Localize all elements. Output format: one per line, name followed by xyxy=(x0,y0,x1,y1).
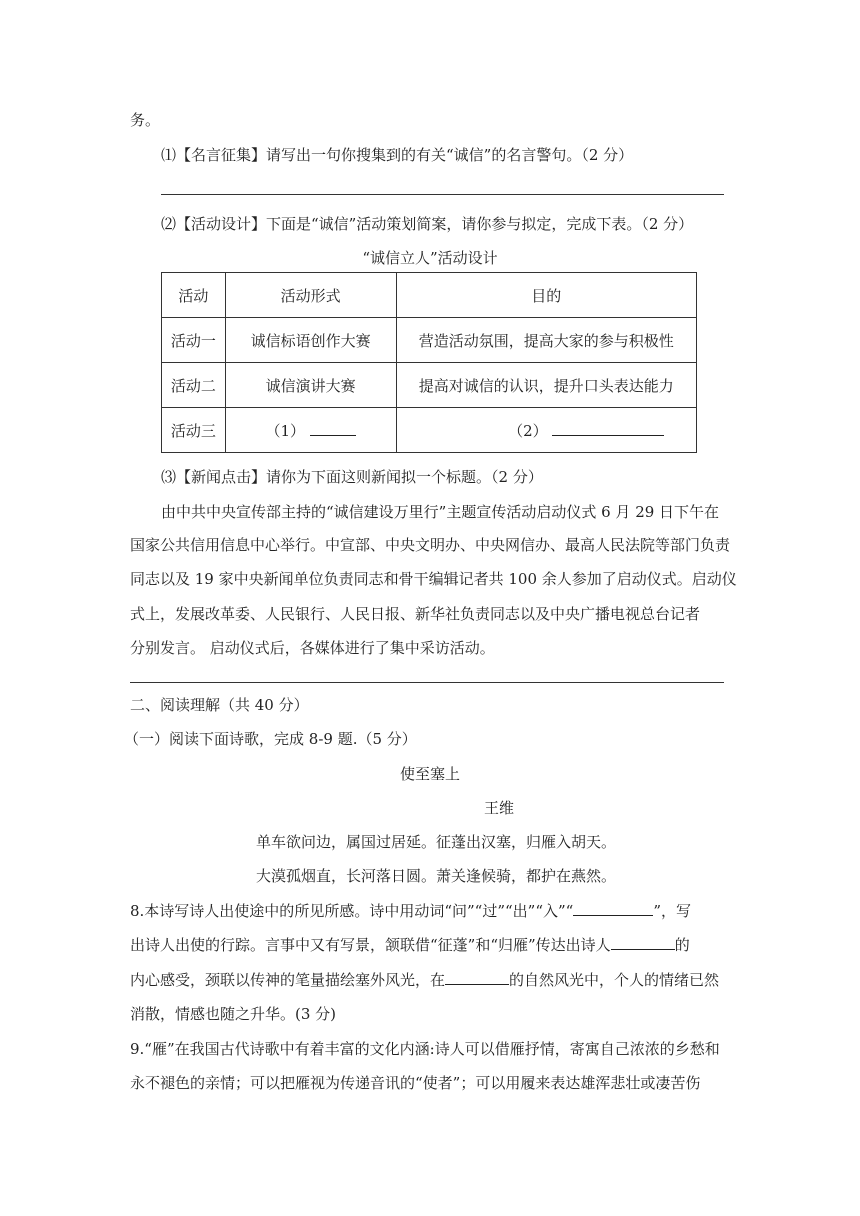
answer-line-2[interactable] xyxy=(130,682,724,683)
q8-text-d: 的 xyxy=(674,936,690,954)
subsection-1-heading: （一）阅读下面诗歌，完成 8-9 题.（5 分） xyxy=(124,730,417,748)
blank-1-line[interactable] xyxy=(310,421,356,436)
question-8-line-3 xyxy=(130,970,719,990)
question-8-line-4: 消散，情感也随之升华。(3 分) xyxy=(130,1005,337,1023)
cell-purpose: 营造活动氛围，提高大家的参与积极性 xyxy=(396,318,697,363)
news-line-1: 由中共中央宣传部主持的“诚信建设万里行”主题宣传活动启动仪式 6 月 29 日下午在 xyxy=(161,503,720,521)
cell-form-blank xyxy=(225,408,396,453)
blank-1-label: （1） xyxy=(265,421,306,440)
header-purpose: 目的 xyxy=(396,273,697,318)
q8-text-a: 8.本诗写诗人出使途中的所见所感。诗中用动词“问”“过”“出”“入”“ xyxy=(130,902,574,920)
question-1: ⑴【名言征集】请写出一句你搜集到的有关“诚信”的名言警句。（2 分） xyxy=(161,146,634,164)
cell-form: 诚信标语创作大赛 xyxy=(225,318,396,363)
news-line-2: 国家公共信用信息中心举行。中宣部、中央文明办、中央网信办、最高人民法院等部门负责 xyxy=(130,536,731,554)
blank-2-label: （2） xyxy=(508,421,548,440)
header-activity: 活动 xyxy=(162,273,226,318)
table-title: “诚信立人”活动设计 xyxy=(362,249,498,267)
q8-text-b: ”，写 xyxy=(653,902,692,920)
q8-blank-1[interactable] xyxy=(573,901,653,916)
q8-text-e: 内心感受，颈联以传神的笔量描绘塞外风光，在 xyxy=(130,971,446,989)
cell-purpose-blank xyxy=(396,408,697,453)
table-row xyxy=(162,363,697,408)
news-line-4: 式上，发展改革委、人民银行、人民日报、新华社负责同志以及中央广播电视总台记者 xyxy=(130,605,701,623)
cell-activity: 活动三 xyxy=(162,408,226,453)
question-9-line-1: 9.“雁”在我国古代诗歌中有着丰富的文化内涵:诗人可以借雁抒情，寄寓自己浓浓的乡愁和 xyxy=(130,1040,720,1058)
question-3: ⑶【新闻点击】请你为下面这则新闻拟一个标题。（2 分） xyxy=(161,468,543,486)
table-header-row xyxy=(162,273,697,318)
cell-activity: 活动二 xyxy=(162,363,226,408)
cell-purpose: 提高对诚信的认识，提升口头表达能力 xyxy=(396,363,697,408)
question-2: ⑵【活动设计】下面是“诚信”活动策划简案，请你参与拟定，完成下表。（2 分） xyxy=(161,215,694,233)
header-form: 活动形式 xyxy=(225,273,396,318)
activity-table xyxy=(161,272,697,453)
q8-text-f: 的自然风光中，个人的情绪已然 xyxy=(509,971,720,989)
continued-text: 务。 xyxy=(130,111,161,129)
poem-author: 王维 xyxy=(484,799,515,817)
question-8-line-1 xyxy=(130,901,691,921)
news-line-3: 同志以及 19 家中央新闻单位负责同志和骨干编辑记者共 100 余人参加了启动仪式。启动仪 xyxy=(130,570,737,588)
question-9-line-2: 永不褪色的亲情；可以把雁视为传递音讯的“使者”；可以用履来表达雄浑悲壮或凄苦伤 xyxy=(130,1074,701,1092)
question-8-line-2 xyxy=(130,935,690,955)
q8-blank-3[interactable] xyxy=(445,970,509,985)
answer-line-1[interactable] xyxy=(161,194,724,195)
poem-line-1: 单车欲问边，属国过居延。征蓬出汉塞，归雁入胡天。 xyxy=(256,833,617,851)
news-line-5: 分别发言。 启动仪式后，各媒体进行了集中采访活动。 xyxy=(130,639,495,657)
table-row xyxy=(162,408,697,453)
blank-2-line[interactable] xyxy=(552,421,664,436)
section-2-heading: 二、阅读理解（共 40 分） xyxy=(130,696,309,714)
cell-activity: 活动一 xyxy=(162,318,226,363)
q8-text-c: 出诗人出使的行踪。言事中又有写景，颔联借“征蓬”和“归雁”传达出诗人 xyxy=(130,936,611,954)
q8-blank-2[interactable] xyxy=(611,935,675,950)
table-row xyxy=(162,318,697,363)
poem-line-2: 大漠孤烟直，长河落日圆。萧关逢候骑，都护在燕然。 xyxy=(256,867,617,885)
poem-title: 使至塞上 xyxy=(399,765,460,783)
cell-form: 诚信演讲大赛 xyxy=(225,363,396,408)
